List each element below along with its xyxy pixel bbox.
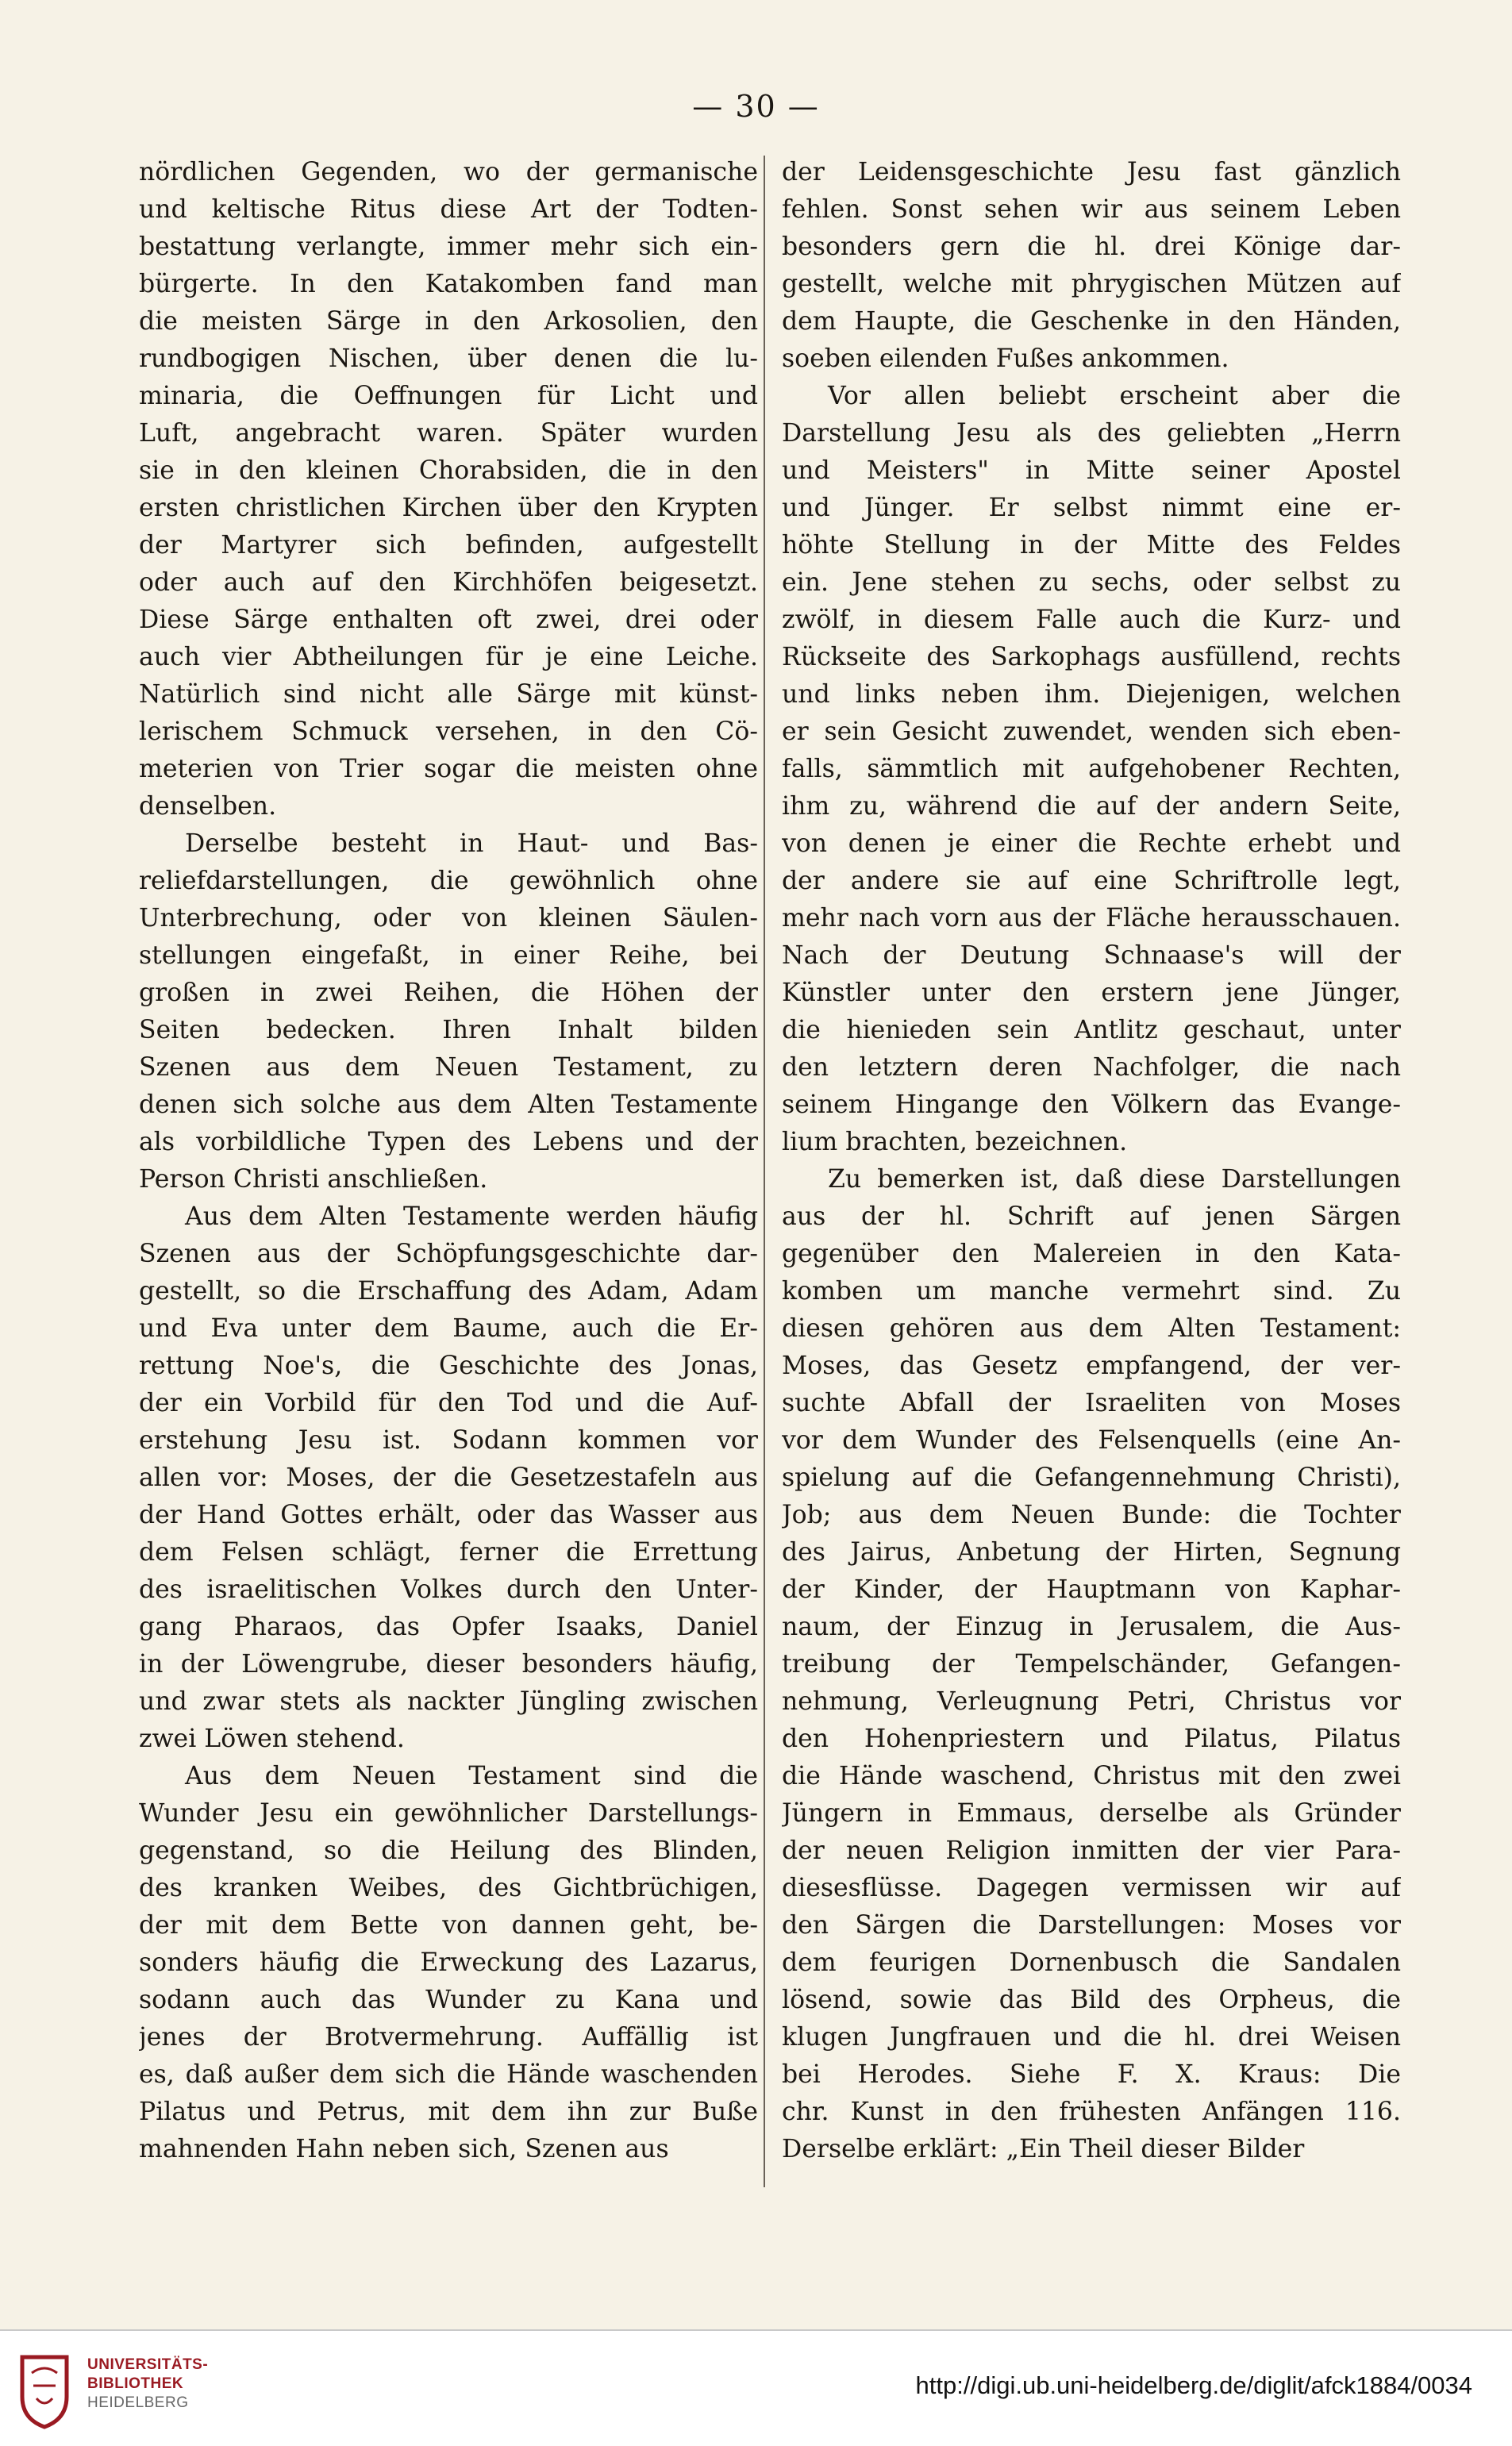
text-line: gestellt, so die Erschaffung des Adam, Adam	[139, 1277, 758, 1306]
text-line: Künstler unter den erstern jene Jünger,	[782, 979, 1401, 1007]
text-line: mehr nach vorn aus der Fläche herausschauen.	[782, 904, 1401, 933]
text-line: nehmung, Verleugnung Petri, Christus vor	[782, 1687, 1401, 1716]
left-column	[139, 154, 758, 2186]
text-line: zwei Löwen stehend.	[139, 1725, 405, 1753]
text-line: gegenüber den Malereien in den Kata-	[782, 1240, 1401, 1268]
text-line: dem feurigen Dornenbusch die Sandalen	[782, 1948, 1401, 1977]
text-line: Derselbe erklärt: „Ein Theil dieser Bilder	[782, 2135, 1305, 2163]
text-line: und links neben ihm. Diejenigen, welchen	[782, 680, 1401, 709]
text-line: Moses, das Gesetz empfangend, der ver-	[782, 1352, 1401, 1380]
text-line: Pilatus und Petrus, mit dem ihn zur Buße	[139, 2098, 758, 2126]
text-line: sodann auch das Wunder zu Kana und	[139, 1986, 758, 2014]
text-line: der Hand Gottes erhält, oder das Wasser aus	[139, 1501, 758, 1529]
text-line: chr. Kunst in den frühesten Anfängen 116.	[782, 2098, 1401, 2126]
university-seal-icon	[16, 2351, 73, 2430]
institution-name: UNIVERSITÄTS- BIBLIOTHEK HEIDELBERG	[87, 2356, 209, 2411]
text-line: soeben eilenden Fußes ankommen.	[782, 344, 1229, 373]
text-line: der Martyrer sich befinden, aufgestellt	[139, 531, 758, 560]
text-line: zwölf, in diesem Falle auch die Kurz- und	[782, 606, 1401, 634]
text-line: jenes der Brotvermehrung. Auffällig ist	[139, 2023, 758, 2052]
text-line: lerischem Schmuck versehen, in den Cö-	[139, 717, 758, 746]
right-column	[782, 154, 1401, 2186]
text-line: klugen Jungfrauen und die hl. drei Weisen	[782, 2023, 1401, 2052]
text-line: als vorbildliche Typen des Lebens und der	[139, 1128, 758, 1156]
text-line: diesesflüsse. Dagegen vermissen wir auf	[782, 1874, 1401, 1902]
page-number: — 30 —	[692, 89, 820, 124]
text-line: sonders häufig die Erweckung des Lazarus,	[139, 1948, 758, 1977]
text-line: ihm zu, während die auf der andern Seite,	[782, 792, 1401, 821]
text-line: Szenen aus der Schöpfungsgeschichte dar-	[139, 1240, 758, 1268]
text-line: den Hohenpriestern und Pilatus, Pilatus	[782, 1725, 1401, 1753]
text-line: es, daß außer dem sich die Hände waschenden	[139, 2060, 758, 2089]
text-line: die Hände waschend, Christus mit den zwei	[782, 1762, 1401, 1790]
text-line: rettung Noe's, die Geschichte des Jonas,	[139, 1352, 758, 1380]
text-line: dem Haupte, die Geschenke in den Händen,	[782, 307, 1401, 336]
text-line: oder auch auf den Kirchhöfen beigesetzt.	[139, 568, 758, 597]
text-line: lösend, sowie das Bild des Orpheus, die	[782, 1986, 1401, 2014]
text-line: der ein Vorbild für den Tod und die Auf-	[139, 1389, 758, 1417]
text-line: suchte Abfall der Israeliten von Moses	[782, 1389, 1401, 1417]
text-line: von denen je einer die Rechte erhebt und	[782, 829, 1401, 858]
text-line: Szenen aus dem Neuen Testament, zu	[139, 1053, 758, 1082]
text-line: stellungen eingefaßt, in einer Reihe, bei	[139, 941, 758, 970]
text-line: diesen gehören aus dem Alten Testament:	[782, 1314, 1401, 1343]
text-line: ein. Jene stehen zu sechs, oder selbst zu	[782, 568, 1401, 597]
text-line: reliefdarstellungen, die gewöhnlich ohne	[139, 867, 758, 895]
text-line: fehlen. Sonst sehen wir aus seinem Leben	[782, 195, 1401, 224]
text-line: spielung auf die Gefangennehmung Christi),	[782, 1463, 1401, 1492]
text-line: in der Löwengrube, dieser besonders häufig,	[139, 1650, 758, 1679]
text-line: Luft, angebracht waren. Später wurden	[139, 419, 758, 448]
text-line: komben um manche vermehrt sind. Zu	[782, 1277, 1401, 1306]
text-line: denselben.	[139, 792, 277, 821]
text-line: der Kinder, der Hauptmann von Kaphar-	[782, 1575, 1401, 1604]
text-line: und Eva unter dem Baume, auch die Er-	[139, 1314, 758, 1343]
text-line: gegenstand, so die Heilung des Blinden,	[139, 1836, 758, 1865]
text-line: Zu bemerken ist, daß diese Darstellungen	[828, 1165, 1401, 1194]
footer-divider	[0, 2329, 1512, 2331]
text-line: er sein Gesicht zuwendet, wenden sich eben-	[782, 717, 1401, 746]
text-line: der mit dem Bette von dannen geht, be-	[139, 1911, 758, 1940]
text-line: seinem Hingange den Völkern das Evange-	[782, 1090, 1401, 1119]
text-line: der Leidensgeschichte Jesu fast gänzlich	[782, 158, 1401, 187]
text-line: und Meisters" in Mitte seiner Apostel	[782, 456, 1401, 485]
text-line: ersten christlichen Kirchen über den Krypten	[139, 494, 758, 522]
text-line: Job; aus dem Neuen Bunde: die Tochter	[782, 1501, 1401, 1529]
text-line: des Jairus, Anbetung der Hirten, Segnung	[782, 1538, 1401, 1567]
text-line: Nach der Deutung Schnaase's will der	[782, 941, 1401, 970]
text-line: die meisten Särge in den Arkosolien, den	[139, 307, 758, 336]
text-line: Vor allen beliebt erscheint aber die	[828, 382, 1401, 410]
text-line: der andere sie auf eine Schriftrolle legt,	[782, 867, 1401, 895]
text-line: Unterbrechung, oder von kleinen Säulen-	[139, 904, 758, 933]
text-line: treibung der Tempelschänder, Gefangen-	[782, 1650, 1401, 1679]
text-line: und keltische Ritus diese Art der Todten-	[139, 195, 758, 224]
text-line: und Jünger. Er selbst nimmt eine er-	[782, 494, 1401, 522]
text-line: bestattung verlangte, immer mehr sich ein-	[139, 233, 758, 261]
text-line: auch vier Abtheilungen für je eine Leiche.	[139, 643, 758, 671]
text-line: falls, sämmtlich mit aufgehobener Rechten,	[782, 755, 1401, 783]
text-line: denen sich solche aus dem Alten Testamente	[139, 1090, 758, 1119]
text-line: Person Christi anschließen.	[139, 1165, 488, 1194]
text-line: großen in zwei Reihen, die Höhen der	[139, 979, 758, 1007]
text-line: Diese Särge enthalten oft zwei, drei oder	[139, 606, 758, 634]
text-line: höhte Stellung in der Mitte des Feldes	[782, 531, 1401, 560]
text-line: Aus dem Alten Testamente werden häufig	[185, 1202, 758, 1231]
text-line: Darstellung Jesu als des geliebten „Herrn	[782, 419, 1401, 448]
text-line: rundbogigen Nischen, über denen die lu-	[139, 344, 758, 373]
text-line: gestellt, welche mit phrygischen Mützen auf	[782, 270, 1401, 298]
text-line: Aus dem Neuen Testament sind die	[185, 1762, 758, 1790]
text-line: bürgerte. In den Katakomben fand man	[139, 270, 758, 298]
text-line: Wunder Jesu ein gewöhnlicher Darstellungs-	[139, 1799, 758, 1828]
text-line: vor dem Wunder des Felsenquells (eine An-	[782, 1426, 1401, 1455]
text-line: Rückseite des Sarkophags ausfüllend, rechts	[782, 643, 1401, 671]
text-line: Natürlich sind nicht alle Särge mit künst-	[139, 680, 758, 709]
text-line: die hienieden sein Antlitz geschaut, unter	[782, 1016, 1401, 1044]
text-line: des israelitischen Volkes durch den Unter-	[139, 1575, 758, 1604]
text-line: Jüngern in Emmaus, derselbe als Gründer	[782, 1799, 1401, 1828]
text-line: aus der hl. Schrift auf jenen Särgen	[782, 1202, 1401, 1231]
text-line: gang Pharaos, das Opfer Isaaks, Daniel	[139, 1613, 758, 1641]
text-line: erstehung Jesu ist. Sodann kommen vor	[139, 1426, 758, 1455]
source-url[interactable]: http://digi.ub.uni-heidelberg.de/diglit/afck1884/0034	[915, 2371, 1472, 2399]
text-line: und zwar stets als nackter Jüngling zwischen	[139, 1687, 758, 1716]
text-line: lium brachten, bezeichnen.	[782, 1128, 1128, 1156]
text-line: nördlichen Gegenden, wo der germanische	[139, 158, 758, 187]
text-line: sie in den kleinen Chorabsiden, die in den	[139, 456, 758, 485]
text-line: den letztern deren Nachfolger, die nach	[782, 1053, 1401, 1082]
text-line: dem Felsen schlägt, ferner die Errettung	[139, 1538, 758, 1567]
column-divider	[764, 156, 765, 2187]
text-line: bei Herodes. Siehe F. X. Kraus: Die	[782, 2060, 1401, 2089]
text-line: besonders gern die hl. drei Könige dar-	[782, 233, 1401, 261]
text-line: meterien von Trier sogar die meisten ohne	[139, 755, 758, 783]
text-line: minaria, die Oeffnungen für Licht und	[139, 382, 758, 410]
text-line: Seiten bedecken. Ihren Inhalt bilden	[139, 1016, 758, 1044]
text-line: der neuen Religion inmitten der vier Para-	[782, 1836, 1401, 1865]
text-line: des kranken Weibes, des Gichtbrüchigen,	[139, 1874, 758, 1902]
text-line: naum, der Einzug in Jerusalem, die Aus-	[782, 1613, 1401, 1641]
text-line: allen vor: Moses, der die Gesetzestafeln aus	[139, 1463, 758, 1492]
text-line: mahnenden Hahn neben sich, Szenen aus	[139, 2135, 669, 2163]
text-line: den Särgen die Darstellungen: Moses vor	[782, 1911, 1401, 1940]
text-line: Derselbe besteht in Haut- und Bas-	[185, 829, 758, 858]
